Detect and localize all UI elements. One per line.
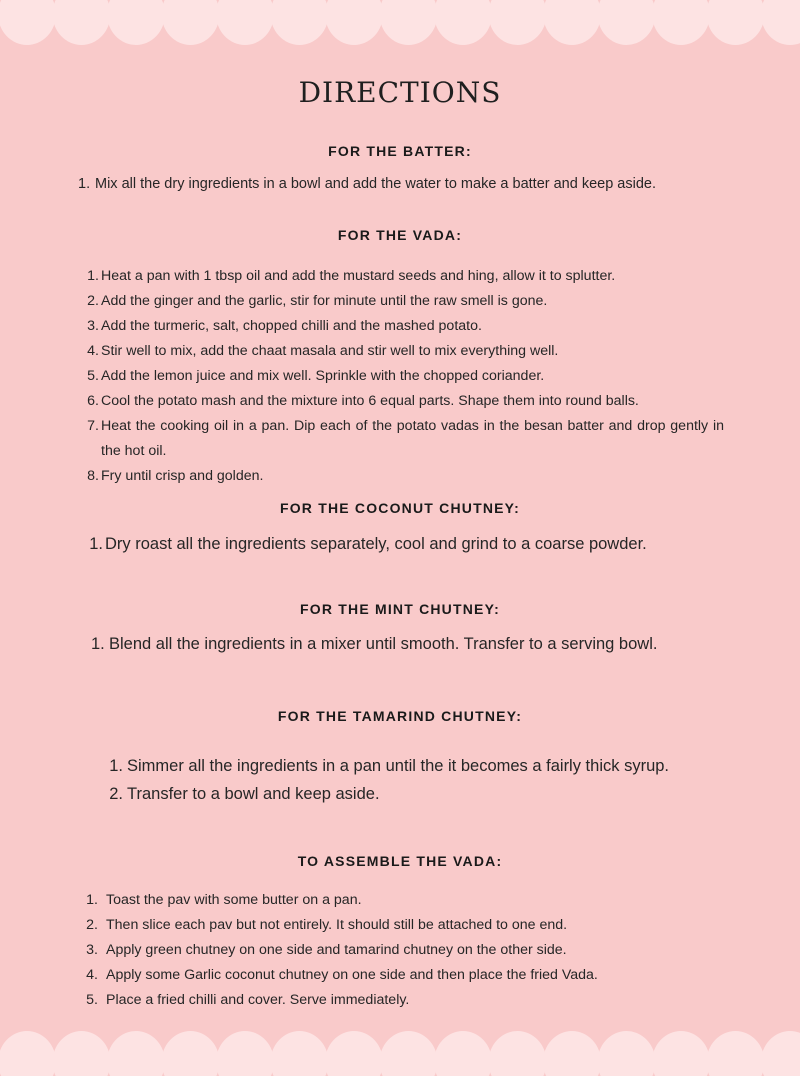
scallop-shape	[543, 1031, 601, 1076]
step-text: Mix all the dry ingredients in a bowl and add the water to make a batter and keep aside.	[95, 176, 656, 192]
scallop-shape	[107, 0, 165, 45]
step-number: 1.	[86, 892, 98, 908]
step-number: 3.	[87, 318, 99, 334]
heading-vada: FOR THE VADA:	[337, 227, 463, 243]
step-number: 1.	[109, 757, 123, 775]
heading-coconut-chutney: FOR THE COCONUT CHUTNEY:	[279, 500, 521, 516]
scallop-shape	[598, 1031, 656, 1076]
step-number: 1.	[89, 535, 103, 553]
vada-step	[84, 389, 724, 414]
scallop-shape	[325, 0, 383, 45]
step-text: Simmer all the ingredients in a pan until the it becomes a fairly thick syrup.	[127, 757, 670, 775]
scallop-shape	[489, 0, 547, 45]
vada-step	[84, 414, 724, 464]
assemble-step	[86, 913, 746, 938]
scallop-shape	[325, 1031, 383, 1076]
step-text: Stir well to mix, add the chaat masala and stir well to mix everything well.	[101, 343, 559, 359]
scallop-shape	[434, 0, 492, 45]
step-text: Place a fried chilli and cover. Serve immediately.	[106, 992, 410, 1008]
step-number: 2.	[86, 917, 98, 933]
step-text: Add the turmeric, salt, chopped chilli and the mashed potato.	[101, 318, 482, 334]
step-text: Toast the pav with some butter on a pan.	[106, 892, 362, 908]
scallop-shape	[598, 0, 656, 45]
step-number: 5.	[87, 368, 99, 384]
page-title: DIRECTIONS	[298, 76, 502, 109]
tamarind-step	[108, 780, 768, 808]
scallop-border-top	[0, 0, 800, 60]
step-number: 4.	[86, 967, 98, 983]
step-number: 1.	[91, 635, 105, 653]
step-number: 7.	[87, 418, 99, 434]
vada-step	[84, 364, 724, 389]
heading-mint-chutney: FOR THE MINT CHUTNEY:	[300, 601, 500, 617]
step-text: Heat a pan with 1 tbsp oil and add the mustard seeds and hing, allow it to splutter.	[101, 268, 616, 284]
step-text: Add the ginger and the garlic, stir for minute until the raw smell is gone.	[101, 293, 548, 309]
scallop-shape	[0, 1031, 56, 1076]
step-text: Then slice each pav but not entirely. It should still be attached to one end.	[106, 917, 568, 933]
tamarind-chutney-steps-list	[108, 752, 768, 808]
vada-step	[84, 289, 724, 314]
scallop-shape	[434, 1031, 492, 1076]
heading-batter: FOR THE BATTER:	[328, 143, 472, 159]
tamarind-step	[108, 752, 768, 780]
step-text: Transfer to a bowl and keep aside.	[127, 785, 380, 803]
scallop-shape	[0, 0, 56, 45]
scallop-shape	[652, 1031, 710, 1076]
scallop-shape	[380, 0, 438, 45]
scallop-shape	[707, 0, 765, 45]
step-text: Heat the cooking oil in a pan. Dip each of the potato vadas in the besan batter and drop gently in the hot oil.	[101, 418, 724, 459]
step-text: Cool the potato mash and the mixture into 6 equal parts. Shape them into round balls.	[101, 393, 639, 409]
scallop-shape	[162, 0, 220, 45]
scallop-shape	[53, 0, 111, 45]
coconut-chutney-steps-list	[88, 535, 748, 554]
step-number: 1.	[78, 176, 91, 192]
step-number: 1.	[87, 268, 99, 284]
assemble-step	[86, 938, 746, 963]
scallop-shape	[652, 0, 710, 45]
scallop-shape	[107, 1031, 165, 1076]
step-number: 5.	[86, 992, 98, 1008]
scallop-shape	[489, 1031, 547, 1076]
step-text: Add the lemon juice and mix well. Sprinkle with the chopped coriander.	[101, 368, 545, 384]
scallop-shape	[162, 1031, 220, 1076]
assemble-step	[86, 888, 746, 913]
scallop-shape	[271, 1031, 329, 1076]
assemble-step	[86, 988, 746, 1013]
assemble-step	[86, 963, 746, 988]
step-number: 2.	[109, 785, 123, 803]
step-number: 2.	[87, 293, 99, 309]
step-text: Fry until crisp and golden.	[101, 468, 264, 484]
scallop-shape	[216, 0, 274, 45]
step-number: 6.	[87, 393, 99, 409]
scallop-shape	[761, 0, 800, 45]
step-text: Dry roast all the ingredients separately, cool and grind to a coarse powder.	[105, 535, 647, 553]
step-number: 4.	[87, 343, 99, 359]
scallop-shape	[216, 1031, 274, 1076]
vada-steps-list	[84, 264, 724, 489]
vada-step	[84, 464, 724, 489]
vada-step	[84, 314, 724, 339]
scallop-shape	[761, 1031, 800, 1076]
vada-step	[84, 339, 724, 364]
vada-step	[84, 264, 724, 289]
scallop-shape	[707, 1031, 765, 1076]
step-number: 3.	[86, 942, 98, 958]
scallop-shape	[543, 0, 601, 45]
assemble-steps-list	[86, 888, 746, 1013]
mint-chutney-steps-list	[91, 635, 751, 654]
scallop-shape	[271, 0, 329, 45]
mint-step	[91, 635, 751, 654]
heading-tamarind-chutney: FOR THE TAMARIND CHUTNEY:	[277, 708, 523, 724]
scallop-border-bottom	[0, 1016, 800, 1076]
heading-assemble-vada: TO ASSEMBLE THE VADA:	[297, 853, 503, 869]
batter-step	[78, 176, 738, 192]
step-text: Blend all the ingredients in a mixer until smooth. Transfer to a serving bowl.	[109, 635, 658, 653]
scallop-shape	[53, 1031, 111, 1076]
batter-steps-list	[78, 176, 738, 192]
coconut-step	[88, 535, 748, 554]
step-text: Apply green chutney on one side and tamarind chutney on the other side.	[106, 942, 567, 958]
step-number: 8.	[87, 468, 99, 484]
scallop-shape	[380, 1031, 438, 1076]
step-text: Apply some Garlic coconut chutney on one side and then place the fried Vada.	[106, 967, 598, 983]
